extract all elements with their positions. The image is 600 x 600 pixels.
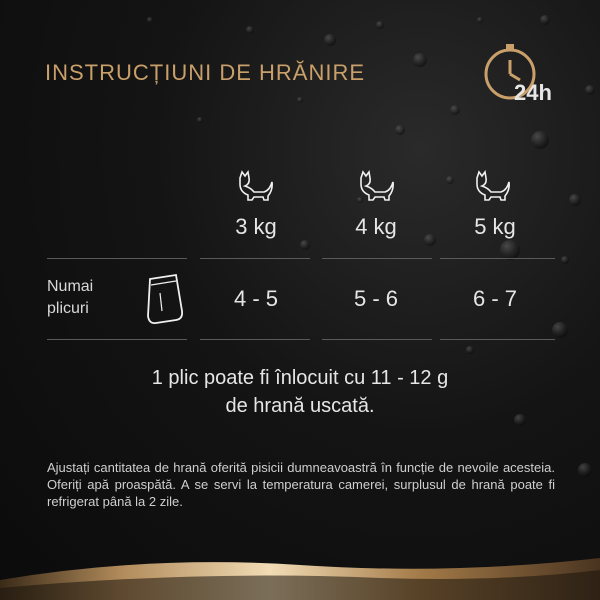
24h-badge-label: 24h — [514, 80, 552, 105]
divider — [47, 339, 187, 340]
pouch-icon — [142, 273, 188, 325]
substitution-note — [0, 364, 600, 420]
fine-print: Ajustați cantitatea de hrană oferită pisicii dumneavoastră în funcție de nevoile acesteia. Oferiți apă proaspătă. A se servi la temperatura camerei, surplusul de hrană poate fi refrigerat până la 2 zile. — [47, 460, 555, 509]
serving-value: 5 - 6 — [353, 286, 399, 311]
cat-icon — [357, 170, 397, 202]
weight-label: 3 kg — [235, 214, 277, 239]
row-label-line2: plicuri — [47, 300, 89, 317]
cat-icon — [473, 170, 513, 202]
divider — [200, 339, 310, 340]
weight-label: 4 kg — [355, 214, 397, 239]
row-label-line1: Numai — [47, 278, 94, 295]
serving-value: 4 - 5 — [233, 286, 279, 311]
divider — [47, 258, 187, 259]
weight-label: 5 kg — [474, 214, 516, 239]
divider — [322, 339, 432, 340]
gold-swoosh-decoration — [0, 540, 600, 600]
note-line2: de hrană uscată. — [225, 395, 375, 417]
divider — [322, 258, 432, 259]
clock-icon — [480, 40, 560, 110]
divider — [440, 339, 555, 340]
serving-value: 6 - 7 — [472, 286, 518, 311]
page-title: INSTRUCȚIUNI DE HRĂNIRE — [45, 60, 366, 85]
row-label — [47, 276, 93, 320]
divider — [440, 258, 555, 259]
note-line1: 1 plic poate fi înlocuit cu 11 - 12 g — [151, 367, 449, 389]
divider — [200, 258, 310, 259]
cat-icon — [236, 170, 276, 202]
